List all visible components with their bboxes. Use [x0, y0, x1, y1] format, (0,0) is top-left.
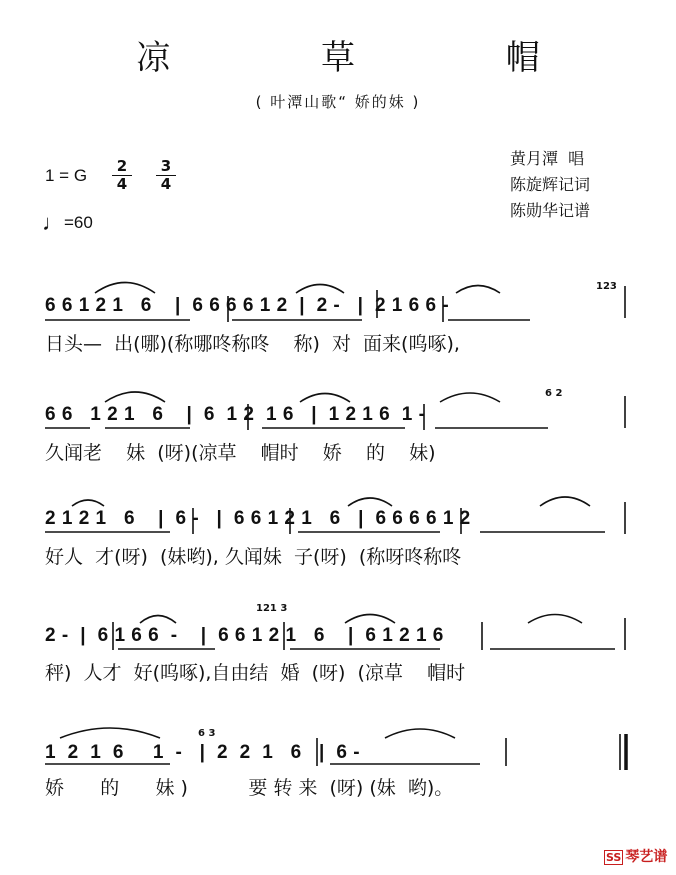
slur [456, 286, 500, 294]
grace-notes-row-1: 123 [596, 281, 617, 292]
lyrics-row-2: 久闻老 妹 (呀)(凉草 帽时 娇 的 妹) [45, 442, 436, 464]
logo-mark-icon: SS [606, 851, 622, 864]
lyrics-row-5: 娇 的 妹 ) 要 转 来 (呀) (妹 哟)。 [45, 777, 454, 799]
slur [345, 615, 395, 624]
notation-row-3: 2 1 2 1 6 | 6 - | 6 6 1 2 1 6 | 6 6 6 6 1 2 [45, 508, 471, 529]
grace-notes-row-2: 6 2 [545, 388, 563, 399]
lyrics-row-4: 秤) 人才 好(呜啄),自由结 婚 (呀) (凉草 帽时 [45, 662, 466, 684]
lyrics-row-1: 日头— 出(哪)(称哪咚称咚 称) 对 面来(呜啄), [45, 333, 460, 355]
time-sig-denominator: 4 [156, 175, 176, 193]
logo-text: 琴艺谱 [625, 849, 668, 865]
lyrics-row-3: 好人 才(呀) (妹哟), 久闻妹 子(呀) (称呀咚称咚 [45, 546, 462, 568]
grace-notes-row-4: 121 3 [256, 603, 288, 614]
notation-row-5: 1 2 1 6 1 - | 2 2 1 6 | 6 - [45, 742, 361, 763]
quarter-note-icon: ♩ [42, 210, 64, 235]
notation-row-4: 2 - | 6 1 6 6 - | 6 6 1 2 1 6 | 6 1 2 1 6 [45, 625, 444, 646]
slur [296, 285, 344, 294]
slur [540, 497, 590, 506]
slur [95, 283, 155, 294]
slur [300, 394, 350, 403]
tempo-value: =60 [64, 213, 93, 232]
time-sig-numerator: 2 [116, 157, 128, 175]
credit-transcriber: 陈勋华记谱 [510, 201, 591, 220]
notation-row-1: 6 6 1 2 1 6 | 6 6 6 6 1 2 | 2 - | 2 1 6 6 - [45, 295, 450, 316]
grace-notes-row-5: 6 3 [198, 728, 216, 739]
notation-row-2: 6 6 1 2 1 6 | 6 1 2 1 6 | 1 2 1 6 1 - [45, 404, 426, 425]
song-title: 凉 草 帽 [136, 38, 610, 78]
slur [528, 615, 582, 624]
slur [348, 498, 392, 506]
slur [385, 729, 455, 738]
time-sig-denominator: 4 [112, 175, 132, 193]
credit-lyricist: 陈旋辉记词 [510, 175, 591, 194]
time-sig-numerator: 3 [160, 157, 172, 175]
site-logo [604, 846, 667, 866]
slur [140, 616, 176, 624]
slur [60, 728, 160, 738]
slur [440, 393, 500, 402]
slur [105, 392, 165, 402]
key-signature: 1 = G [45, 166, 88, 185]
credit-singer: 黄月潭 唱 [510, 149, 585, 168]
slur [72, 500, 104, 506]
song-subtitle: ( 叶潭山歌“ 娇的妹 ) [255, 93, 421, 111]
